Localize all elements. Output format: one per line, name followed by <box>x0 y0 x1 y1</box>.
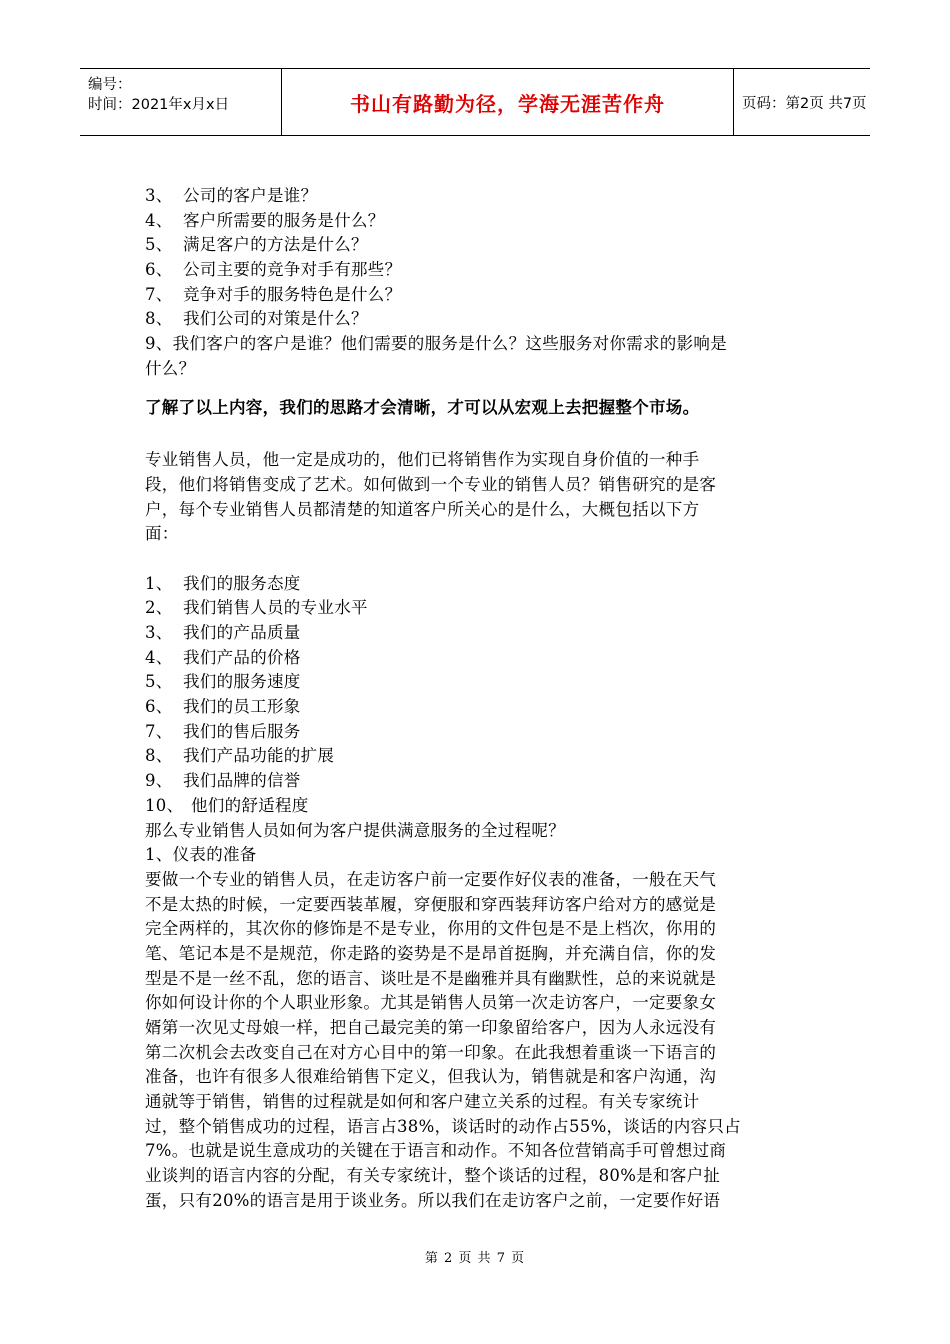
question-item-9: 9、我们客户的客户是谁？他们需要的服务是什么？这些服务对你需求的影响是 <box>145 334 727 354</box>
concern-list <box>145 572 815 819</box>
list-item: 10、 他们的舒适程度 <box>145 795 309 815</box>
question-item: 5、 满足客户的方法是什么？ <box>145 235 368 255</box>
list-item: 1、 我们的服务态度 <box>145 573 301 593</box>
body-paragraph: 要做一个专业的销售人员，在走访客户前一定要作好仪表的准备，一般在天气 不是太热的时候，一定要西装革履，穿便服和穿西装拜访客户给对方的感觉是 完全两样的，其次你的修饰是不是专业，你用的文件包是不是上档次，你用的 笔、笔记本是不是规范，你走路的姿势是不是昂首挺胸，并充满自信，你的发 型是不是一丝不乱，您的语言、谈吐是不是幽雅并具有幽默性，总的来说就是 你如何设计你的个人职业形象。尤其是销售人员第一次走访客户，一定要象女 婿第一次见丈母娘一样，把自己最完美的第一印象留给客户，因为人永远没有 第二次机会去改变自己在对方心目中的第一印象。在此我想着重谈一下语言的 准备，也许有很多人很难给销售下定义，但我认为，销售就是和客户沟通，沟 通就等于销售，销售的过程就是如何和客户建立关系的过程。有关专家统计 过，整个销售成功的过程，语言占38%，谈话时的动作占55%，谈话的内容只占 7%。也就是说生意成功的关键在于语言和动作。不知各位营销高手可曾想过商 业谈判的语言内容的分配，有关专家统计，整个谈话的过程，80%是和客户扯 蛋，只有20%的语言是用于谈业务。所以我们在走访客户之前，一定要作好语 <box>145 869 741 1210</box>
question-item: 8、 我们公司的对策是什么？ <box>145 309 368 329</box>
bold-summary: 了解了以上内容，我们的思路才会清晰，才可以从宏观上去把握整个市场。 <box>145 397 700 417</box>
header-motto: 书山有路勤为径，学海无涯苦作舟 <box>282 69 734 135</box>
list-item: 4、 我们产品的价格 <box>145 647 301 667</box>
question-item: 6、 公司主要的竞争对手有那些？ <box>145 260 402 280</box>
list-item: 2、 我们销售人员的专业水平 <box>145 598 368 618</box>
document-body <box>145 184 815 1214</box>
list-item: 3、 我们的产品质量 <box>145 623 301 642</box>
page-footer: 第 2 页 共 7 页 <box>424 1251 526 1266</box>
header-meta <box>80 69 282 135</box>
header-page-info: 页码：第2页 共7页 <box>742 95 867 112</box>
process-question: 那么专业销售人员如何为客户提供满意服务的全过程呢？ <box>145 820 565 840</box>
question-item: 3、 公司的客户是谁？ <box>145 186 318 205</box>
page-header <box>80 68 870 136</box>
list-item: 7、 我们的售后服务 <box>145 721 301 741</box>
list-item: 6、 我们的员工形象 <box>145 697 301 717</box>
number-label: 编号： <box>88 77 132 93</box>
intro-paragraph: 专业销售人员，他一定是成功的，他们已将销售作为实现自身价值的一种手 段，他们将销售变成了艺术。如何做到一个专业的销售人员？销售研究的是客 户，每个专业销售人员都清楚的知道客户所关心的是什么，大概包括以下方 面： <box>145 450 717 544</box>
time-label: 时间：2021年x月x日 <box>88 97 230 113</box>
section-title: 1、仪表的准备 <box>145 845 257 865</box>
question-list <box>145 184 815 382</box>
list-item: 8、 我们产品功能的扩展 <box>145 746 335 766</box>
question-item: 7、 竞争对手的服务特色是什么？ <box>145 284 402 304</box>
question-item-9-cont: 什么？ <box>145 358 196 378</box>
question-item: 4、 客户所需要的服务是什么？ <box>145 210 385 230</box>
list-item: 5、 我们的服务速度 <box>145 672 301 692</box>
list-item: 9、 我们品牌的信誉 <box>145 771 301 791</box>
